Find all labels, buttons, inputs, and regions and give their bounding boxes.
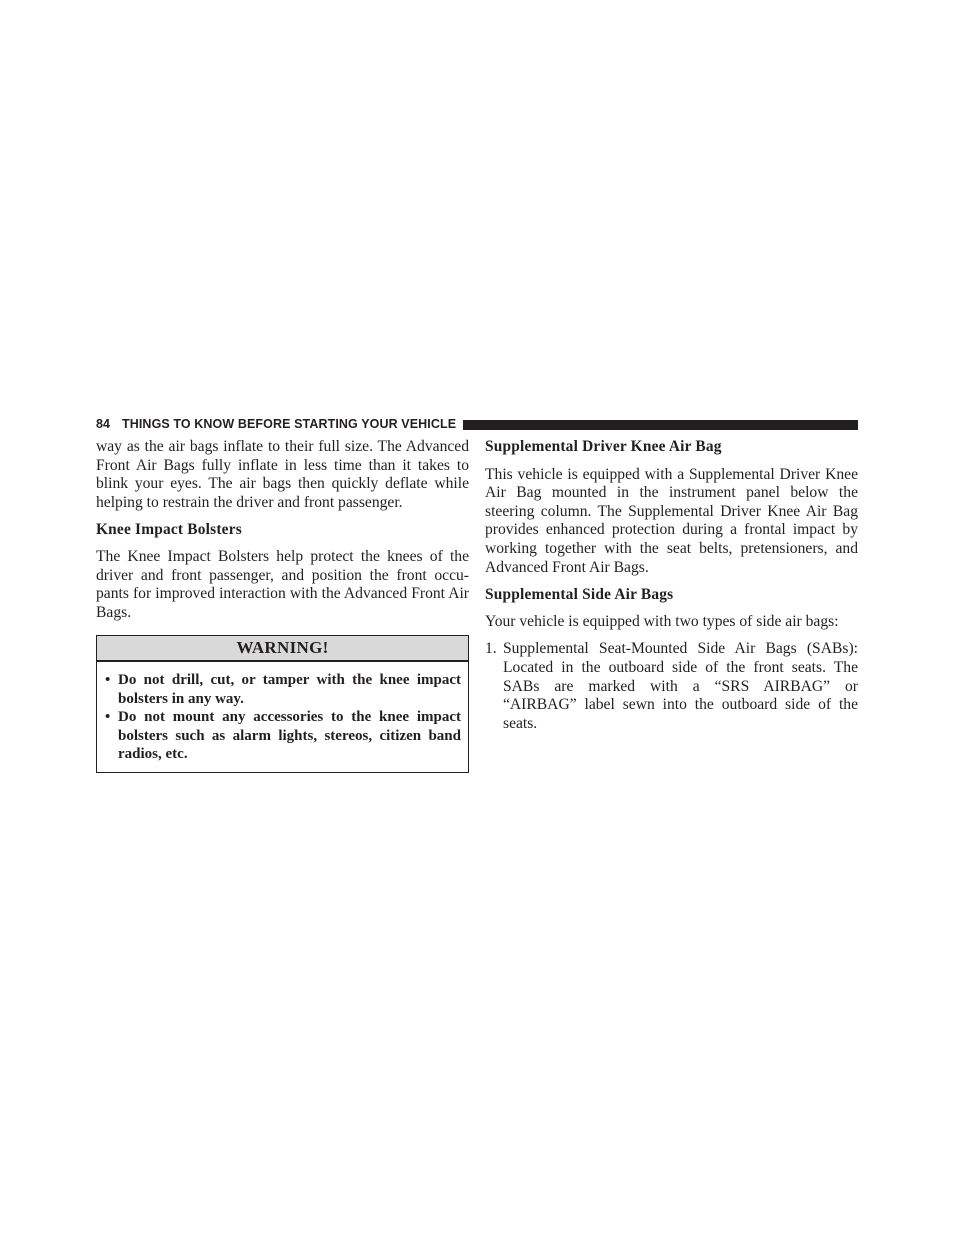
warning-list bbox=[97, 662, 468, 772]
warning-box bbox=[96, 635, 469, 773]
warning-item-text: Do not drill, cut, or tamper with the knee impact bolsters in any way. bbox=[118, 672, 461, 707]
bullet-icon: • bbox=[105, 709, 111, 726]
page-number: 84 bbox=[96, 417, 111, 431]
list-item bbox=[485, 640, 858, 733]
bullet-icon: • bbox=[105, 672, 111, 689]
right-column bbox=[485, 438, 858, 733]
side-airbags-heading: Supplemental Side Air Bags bbox=[485, 586, 674, 604]
left-column bbox=[96, 438, 469, 773]
warning-item-text: Do not mount any accessories to the knee impact bolsters such as alarm lights, stereos, citizen band radios, etc. bbox=[118, 709, 461, 763]
side-airbags-list bbox=[485, 640, 858, 733]
warning-item bbox=[105, 671, 461, 708]
knee-bolsters-heading: Knee Impact Bolsters bbox=[96, 521, 242, 539]
list-item-number: 1. bbox=[485, 640, 497, 658]
intro-paragraph: way as the air bags inflate to their full size. The Advanced Front Air Bags fully inflate in less time than it takes to blink your eyes. The air bags then quickly deflate while helping to restrain the driver and front passenger. bbox=[96, 438, 469, 511]
page-header bbox=[96, 416, 858, 434]
side-airbags-paragraph: Your vehicle is equipped with two types of side air bags: bbox=[485, 612, 839, 630]
list-item-text: Supplemental Seat-Mounted Side Air Bags (SABs): Located in the outboard side of the front seats. The SABs are marked with a “SRS AIRBAG” or “AIRBAG” label sewn into the outboard side of the seats. bbox=[503, 640, 858, 732]
warning-item bbox=[105, 708, 461, 764]
warning-title: WARNING! bbox=[97, 636, 468, 662]
driver-knee-airbag-paragraph: This vehicle is equipped with a Supplemental Driver Knee Air Bag mounted in the instrument panel below the steering column. The Supplemental Driver Knee Air Bag provides enhanced protection during a frontal impact by working together with the seat belts, pretensioners, and Advanced Front Air Bags. bbox=[485, 465, 858, 576]
driver-knee-airbag-heading: Supplemental Driver Knee Air Bag bbox=[485, 438, 722, 455]
header-rule bbox=[463, 420, 858, 430]
section-title: THINGS TO KNOW BEFORE STARTING YOUR VEHICLE bbox=[122, 417, 457, 431]
knee-bolsters-paragraph: The Knee Impact Bolsters help protect the knees of the driver and front passenger, and position the front occu-pants for improved interaction with the Advanced Front Air Bags. bbox=[96, 547, 469, 621]
